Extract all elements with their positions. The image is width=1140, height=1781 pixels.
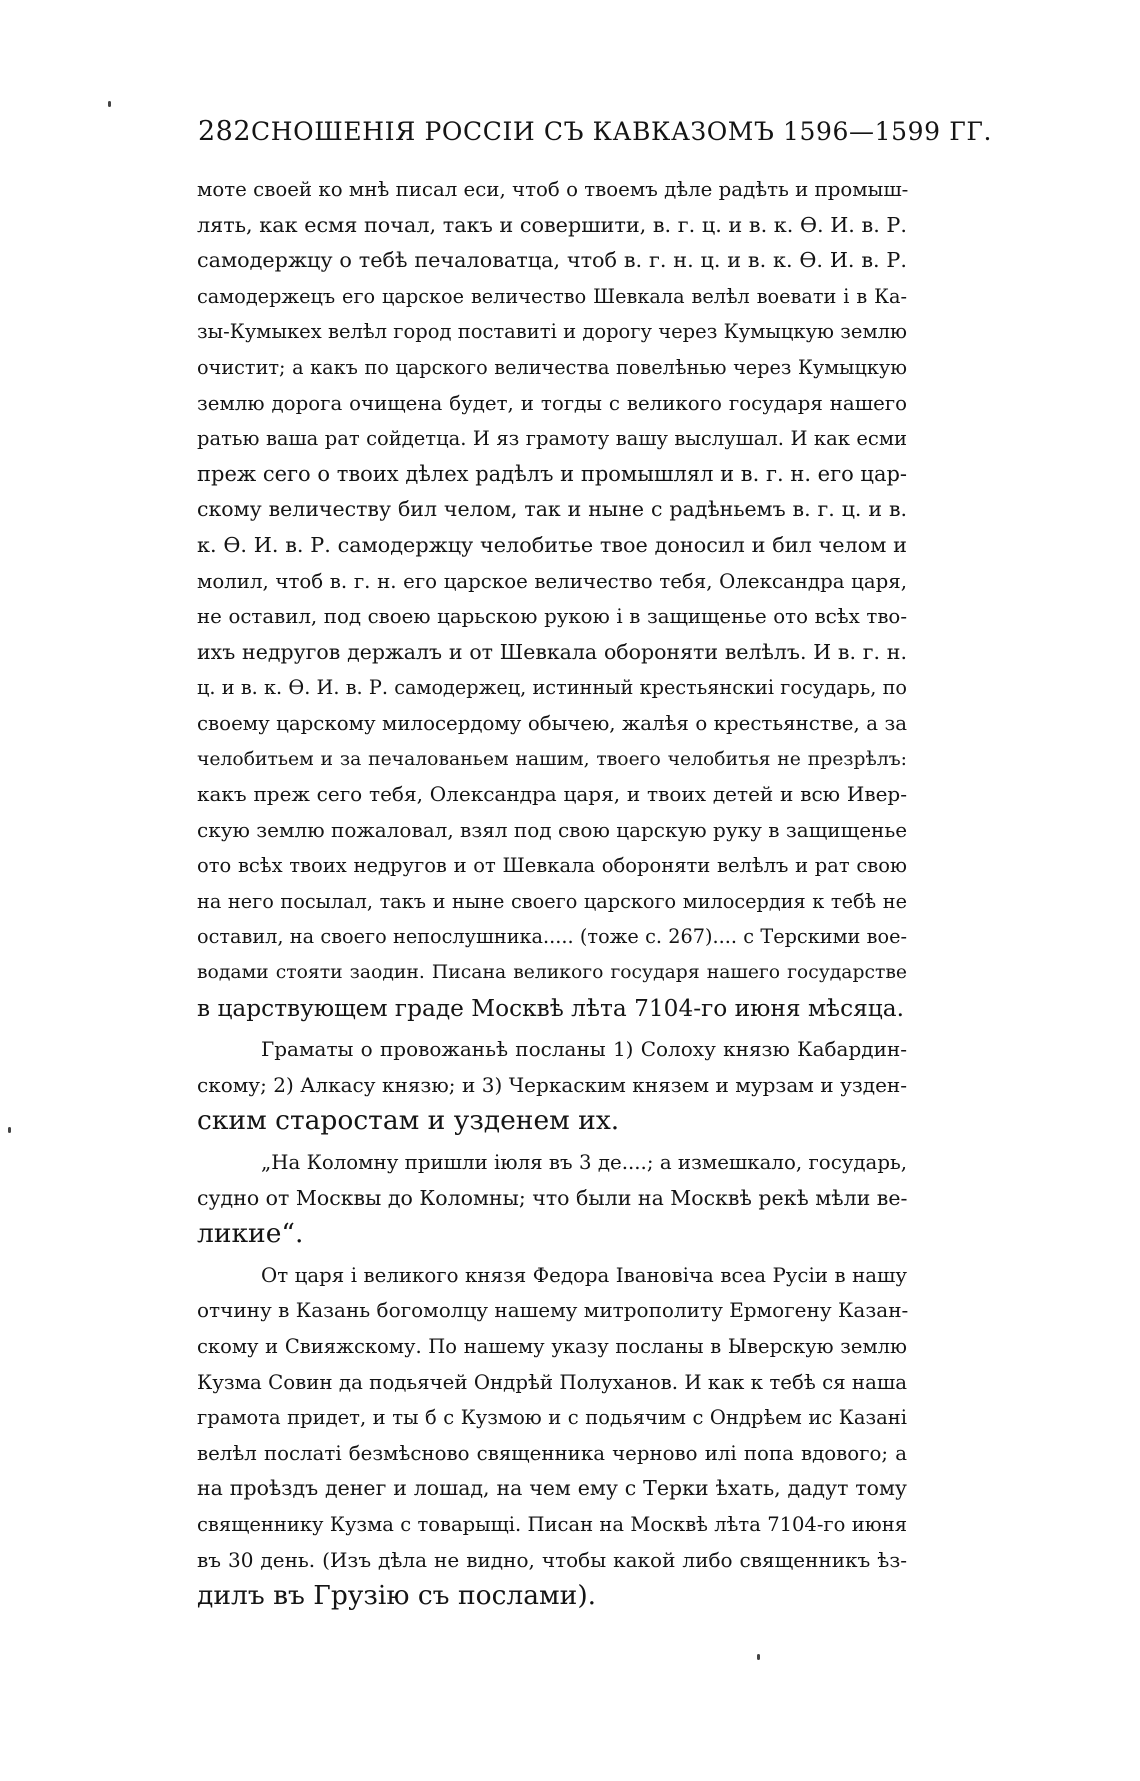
text-line: скому; 2) Алкасу князю; и 3) Черкаским князем и мурзам и узден- (197, 1072, 907, 1097)
text-line: ото всѣх твоих недругов и от Шевкала обороняти велѣлъ и рат свою (197, 854, 907, 878)
text-line: грамота придет, и ты б с Кузмою и с подьячим с Ондрѣем ис Казані (197, 1406, 907, 1430)
text-line: „На Коломну пришли іюля въ 3 де....; а измешкало, государь, (261, 1151, 907, 1175)
text-line: скому величеству бил челом, так и ныне с радѣньемъ в. г. ц. и в. (197, 497, 907, 522)
text-line: очистит; а какъ по царского величества повелѣнью через Кумыцкую (197, 355, 907, 379)
text-line: велѣл послаті безмѣсново священника черново илі попа вдового; а (197, 1441, 907, 1465)
text-line: дилъ въ Грузію съ послами). (197, 1580, 597, 1612)
text-line: какъ преж сего тебя, Олександра царя, и твоих детей и всю Ивер- (197, 782, 907, 807)
text-line: землю дорога очищена будет, и тогды с великого государя нашего (197, 391, 907, 415)
text-line: ратью ваша рат сойдетца. И яз грамоту вашу выслушал. И как есми (197, 427, 907, 451)
text-line: молил, чтоб в. г. н. его царское величество тебя, Олександра царя, (197, 569, 907, 593)
text-line: отчину в Казань богомолцу нашему митрополиту Ермогену Казан- (197, 1298, 909, 1323)
text-line: челобитьем и за печалованьем нашим, твоего челобитья не презрѣлъ: (197, 748, 907, 770)
text-line: самодержцу о тебѣ печаловатца, чтоб в. г. н. ц. и в. к. Ѳ. И. в. Р. (197, 248, 907, 273)
text-line: преж сего о твоих дѣлех радѣлъ и промышлял и в. г. н. его цар- (197, 461, 907, 486)
text-line: скую землю пожаловал, взял под свою царскую руку в защищенье (197, 817, 908, 842)
text-line: судно от Москвы до Коломны; что были на Москвѣ рекѣ мѣли ве- (197, 1185, 908, 1210)
text-line: Граматы о провожаньѣ посланы 1) Солоху князю Кабардин- (261, 1037, 907, 1062)
text-line: в царствующем граде Москвѣ лѣта 7104-го июня мѣсяца. (197, 994, 904, 1022)
text-line: своему царскому милосердому обычею, жалѣя о крестьянстве, а за (197, 711, 907, 735)
text-line: водами стояти заодин. Писана великого государя нашего государстве (197, 962, 907, 984)
running-head: СНОШЕНІЯ РОССІИ СЪ КАВКАЗОМЪ 1596—1599 ГГ. (251, 117, 993, 146)
text-line: От царя і великого князя Федора Івановіча всеа Русіи в нашу (261, 1263, 907, 1287)
text-line: скому и Свияжскому. По нашему указу посланы в Ыверскую землю (197, 1335, 907, 1358)
text-line: ликие“. (197, 1218, 304, 1250)
text-line: на него посылал, такъ и ныне своего царского милосердия к тебѣ не (197, 889, 907, 913)
text-line: въ 30 день. (Изъ дѣла не видно, чтобы какой либо священникъ ѣз- (197, 1547, 907, 1572)
paragraph-gramaty (197, 1032, 907, 1139)
page-number: 282 (198, 116, 252, 147)
paragraph-letter-continuation (197, 172, 907, 1026)
text-line: зы-Кумыкех велѣл город поставиті и дорогу через Кумыцкую землю (197, 320, 907, 344)
text-line: священнику Кузма с товарыщі. Писан на Москвѣ лѣта 7104-го июня (197, 1512, 907, 1536)
text-line: Кузма Совин да подьячей Ондрѣй Полуханов. И как к тебѣ ся наша (197, 1370, 907, 1394)
paragraph-tsar-letter (197, 1258, 907, 1614)
text-line: лять, как есмя почал, такъ и совершити, в. г. ц. и в. к. Ѳ. И. в. Р. (197, 212, 907, 237)
text-line: не оставил, под своею царьскою рукою і в защищенье ото всѣх тво- (197, 605, 907, 629)
text-line: самодержецъ его царское величество Шевкала велѣл воевати і в Ка- (197, 284, 907, 308)
text-line: ц. и в. к. Ѳ. И. в. Р. самодержец, истинный крестьянскиі государь, по (197, 676, 907, 700)
text-line: ским старостам и узденем их. (197, 1105, 620, 1137)
text-line: оставил, на своего непослушника..... (тоже с. 267).... с Терскими вое- (197, 925, 907, 949)
text-line: к. Ѳ. И. в. Р. самодержцу челобитье твое доносил и бил челом и (197, 532, 907, 557)
text-line: на проѣздъ денег и лошад, на чем ему с Терки ѣхать, дадут тому (197, 1476, 907, 1501)
paragraph-kolomna-quote (197, 1145, 907, 1252)
scan-speck (108, 101, 111, 107)
page-body (197, 172, 907, 1614)
text-line: моте своей ко мнѣ писал еси, чтоб о твоемъ дѣле радѣть и промыш- (197, 178, 909, 201)
text-line: ихъ недругов держалъ и от Шевкала обороняти велѣлъ. И в. г. н. (197, 639, 907, 664)
scan-speck (8, 1127, 11, 1133)
scan-speck (757, 1654, 760, 1660)
page-header (198, 116, 993, 156)
